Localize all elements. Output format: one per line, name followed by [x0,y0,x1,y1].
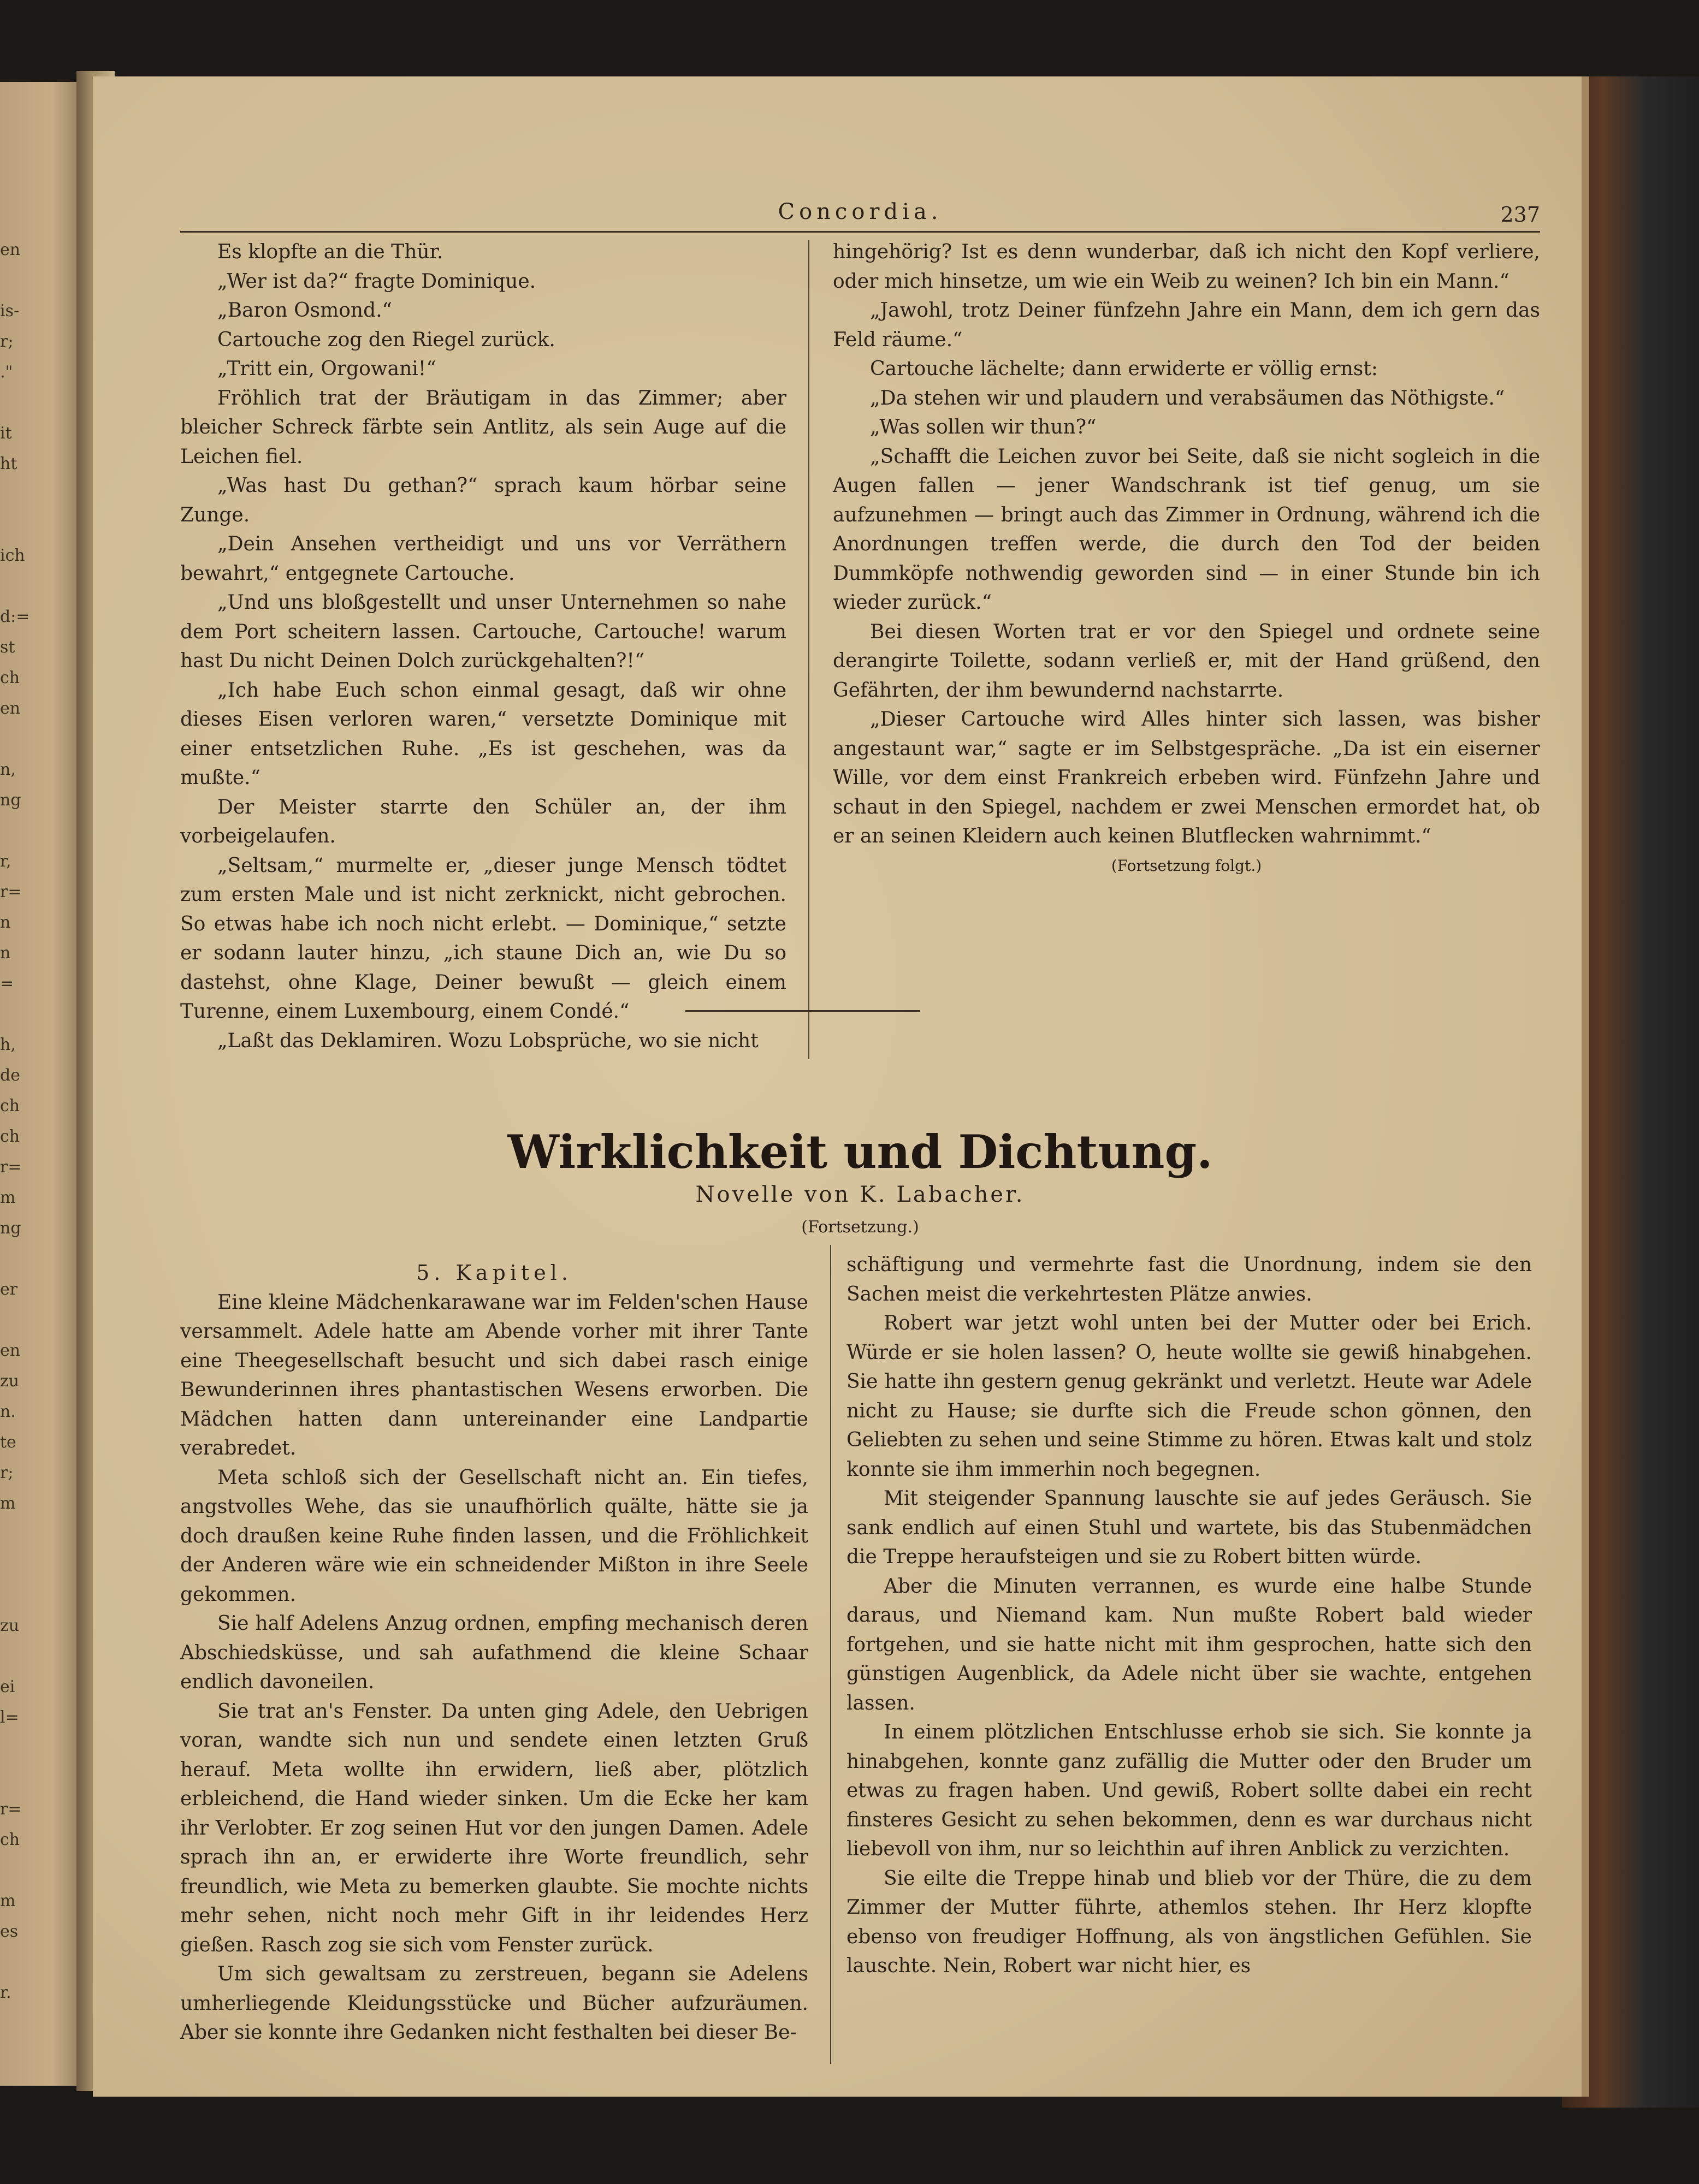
paragraph: „Dein Ansehen vertheidigt und uns vor Verräthern bewahrt,“ entgegnete Cartouche. [180,533,786,585]
story-continuation-label: (Fortsetzung.) [801,1218,919,1237]
paragraph: hingehörig? Ist es denn wunderbar, daß ich nicht den Kopf verliere, oder mich hinsetze, um wie ein Weib zu weinen? Ich bin ein Mann.“ [833,241,1540,293]
paragraph: Sie eilte die Treppe hinab und blieb vor der Thüre, die zu dem Zimmer der Mutter führte, athemlos stehen. Ihr Herz klopfte ebenso von freudiger Hoffnung, als von ängstlichen Gefühlen. Sie lauschte. Nein, Robert war nicht hier, es [846,1867,1532,1977]
paragraph: „Dieser Cartouche wird Alles hinter sich lassen, was bisher angestaunt war,“ sagte er im Selbstgespräche. „Da ist ein eiserner Wille, vor dem einst Frankreich erbeben wird. Fünfzehn Jahre und schaut in den Spiegel, nachdem er zwei Menschen ermordet hat, ob er an seinen Kleidern auch keinen Blutflecken wahrnimmt.“ [833,708,1540,847]
journal-title: Concordia. [778,199,943,224]
to-be-continued-note: (Fortsetzung folgt.) [1111,856,1262,875]
header-rule [180,231,1540,233]
paragraph: „Wer ist da?“ fragte Dominique. [217,270,536,293]
column-divider [830,1245,831,2064]
paragraph: Robert war jetzt wohl unten bei der Mutter oder bei Erich. Würde er sie holen lassen? O, heute wollte sie gewiß hinabgehen. Sie hatte ihn gestern genug gekränkt und verletzt. Heute war Adele nicht zu Hause; sie durfte sich die Freude schon gönnen, den Geliebten zu sehen und seine Stimme zu hören. Etwas kalt und stolz konnte sie ihm immerhin noch begegnen. [846,1312,1532,1481]
story-right-column [846,1250,1532,1981]
paragraph: schäftigung und vermehrte fast die Unordnung, indem sie den Sachen meist die verkehrtesten Plätze anwies. [846,1254,1532,1305]
column-divider [808,240,809,1059]
facing-page-edge [0,82,87,2086]
paragraph: Cartouche lächelte; dann erwiderte er völlig ernst: [870,358,1378,380]
page-number: 237 [1500,203,1540,227]
paragraph: „Da stehen wir und plaudern und verabsäumen das Nöthigste.“ [870,387,1505,410]
paragraph: „Ich habe Euch schon einmal gesagt, daß wir ohne dieses Eisen verloren waren,“ versetzte Dominique mit einer entsetzlichen Ruhe. „Es ist geschehen, was da mußte.“ [180,679,786,789]
paragraph: „Schafft die Leichen zuvor bei Seite, daß sie nicht sogleich in die Augen fallen — jener Wandschrank ist tief genug, um sie aufzunehmen — bringt auch das Zimmer in Ordnung, während ich die Anordnungen treffen werde, die durch den Tod der beiden Dummköpfe nothwendig geworden sind — in einer Stunde bin ich wieder zurück.“ [833,445,1540,614]
story-title: Wirklichkeit und Dichtung. [507,1125,1213,1179]
paragraph: Sie trat an's Fenster. Da unten ging Adele, den Uebrigen voran, wandte sich nun und sendete einen letzten Gruß herauf. Meta wollte ihn erwidern, ließ aber, plötzlich erbleichend, die Hand wieder sinken. Um die Ecke her kam ihr Verlobter. Er zog seinen Hut vor den jungen Damen. Adele sprach ihn an, er erwiderte ihre Worte freundlich, sehr freundlich, wie Meta zu bemerken glaubte. Sie mochte nichts mehr sehen, nicht noch mehr Gift in ihr leidendes Herz gießen. Rasch zog sie sich vom Fenster zurück. [180,1700,808,1956]
paragraph: „Jawohl, trotz Deiner fünfzehn Jahre ein Mann, dem ich gern das Feld räume.“ [833,299,1540,351]
top-right-column [833,238,1540,880]
facing-page-text-fragment: en is- r; ." it ht ich d:= st ch en n, ng r, r= n n = h, de ch ch r= m ng er en zu n. te r; m zu ei l= r= ch m es r. [0,240,30,2002]
section-separator [685,1010,920,1012]
paragraph: Cartouche zog den Riegel zurück. [217,328,555,351]
paragraph: „Tritt ein, Orgowani!“ [217,358,436,380]
paragraph: „Was sollen wir thun?“ [870,416,1097,438]
paragraph: Aber die Minuten verrannen, es wurde eine halbe Stunde daraus, und Niemand kam. Nun mußte Robert bald wieder fortgehen, und sie hatte nicht mit ihm gesprochen, hatte sich den günstigen Augenblick, da Adele nicht über sie wachte, entgehen lassen. [846,1575,1532,1714]
paragraph: Um sich gewaltsam zu zerstreuen, begann sie Adelens umherliegende Kleidungsstücke und Bücher aufzuräumen. Aber sie konnte ihre Gedanken nicht festhalten bei dieser Be- [180,1963,808,2044]
story-left-column [180,1259,808,2048]
paragraph: Meta schloß sich der Gesellschaft nicht an. Ein tiefes, angstvolles Wehe, das sie unaufhörlich quälte, hätte sie ja doch draußen keine Ruhe finden lassen, und die Fröhlichkeit der Anderen wäre wie ein schneidender Mißton in ihre Seele gekommen. [180,1466,808,1606]
paragraph: Sie half Adelens Anzug ordnen, empfing mechanisch deren Abschiedsküsse, und sah aufathmend die kleine Schaar endlich davoneilen. [180,1612,808,1693]
paragraph: „Was hast Du gethan?“ sprach kaum hörbar seine Zunge. [180,474,786,526]
journal-page [93,76,1589,2097]
paragraph: Eine kleine Mädchenkarawane war im Felden'schen Hause versammelt. Adele hatte am Abende vorher mit ihrer Tante eine Theegesellschaft besucht und sich dabei rasch einige Bewunderinnen ihres phantastischen Wesens erworben. Die Mädchen hatten dann untereinander eine Landpartie verabredet. [180,1291,808,1459]
paragraph: „Laßt das Deklamiren. Wozu Lobsprüche, wo sie nicht [217,1029,759,1052]
story-byline: Novelle von K. Labacher. [695,1182,1025,1207]
paragraph: Bei diesen Worten trat er vor den Spiegel und ordnete seine derangirte Toilette, sodann verließ er, mit der Hand grüßend, den Gefährten, der ihm bewundernd nachstarrte. [833,620,1540,702]
paragraph: „Und uns bloßgestellt und unser Unternehmen so nahe dem Port scheitern lassen. Cartouche, Cartouche! warum hast Du nicht Deinen Dolch zurückgehalten?!“ [180,591,786,672]
top-left-column [180,238,786,1055]
paragraph: Fröhlich trat der Bräutigam in das Zimmer; aber bleicher Schreck färbte sein Antlitz, als sein Auge auf die Leichen fiel. [180,387,786,468]
paragraph: Es klopfte an die Thür. [217,241,443,263]
paragraph: Mit steigender Spannung lauschte sie auf jedes Geräusch. Sie sank endlich auf einen Stuhl und wartete, bis das Stubenmädchen die Treppe heraufsteigen und sie zu Robert bitten würde. [846,1487,1532,1568]
running-head [180,199,1540,238]
paragraph: Der Meister starrte den Schüler an, der ihm vorbeigelaufen. [180,796,786,847]
paragraph: In einem plötzlichen Entschlusse erhob sie sich. Sie konnte ja hinabgehen, konnte ganz zufällig die Mutter oder den Bruder um etwas zu fragen haben. Und gewiß, Robert sollte dabei ein recht finsteres Gesicht zu sehen bekommen, denn es war durchaus nicht liebevoll von ihm, nur so leichthin auf ihren Anblick zu verzichten. [846,1721,1532,1860]
paragraph: „Seltsam,“ murmelte er, „dieser junge Mensch tödtet zum ersten Male und ist nicht zerknickt, nicht gebrochen. So etwas habe ich noch nicht erlebt. — Dominique,“ setzte er sodann lauter hinzu, „ich staune Dich an, wie Du so dastehst, ohne Klage, Deiner bewußt — gleich einem Turenne, einem Luxembourg, einem Condé.“ [180,854,786,1023]
chapter-heading: 5. Kapitel. [416,1261,572,1285]
paragraph: „Baron Osmond.“ [217,299,392,322]
